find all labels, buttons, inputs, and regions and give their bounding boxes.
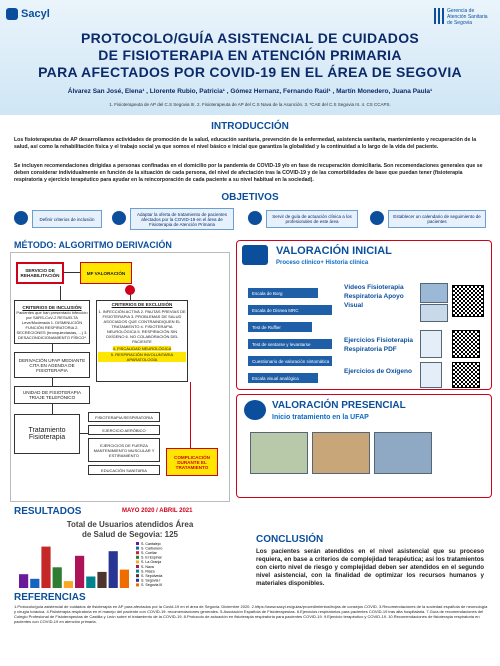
bar-C3 — [41, 547, 50, 588]
btn-test-sentarse[interactable]: Test de sentarse y levantarse — [248, 339, 332, 349]
qr-code-pdf[interactable] — [452, 330, 480, 358]
objective-2-icon — [112, 211, 126, 225]
mf-valoracion-box: MF VALORACIÓN — [80, 262, 132, 284]
legend-swatch — [136, 560, 139, 563]
oxigeno-thumb — [420, 362, 442, 388]
sacyl-logo-text: Sacyl — [21, 8, 50, 20]
video-thumb-2 — [420, 304, 448, 322]
legend-label: S. Segovia I — [141, 578, 161, 583]
arrow-to-derivacion — [52, 344, 53, 352]
bar-C5 — [64, 581, 73, 588]
resultados-heading: RESULTADOS — [14, 506, 82, 517]
objective-3: Servir de guía de actuación clínica a los profesionales de este área — [266, 210, 358, 228]
exclusion-highlight-1: 4. FISCALIDAD NEUROLÓGICA — [112, 346, 172, 351]
exclusion-box — [96, 300, 188, 382]
btn-escala-borg[interactable]: Escala de Borg — [248, 288, 318, 298]
arrow-to-tratamiento — [52, 404, 53, 414]
sacyl-logo — [6, 8, 50, 20]
servicio-rehabilitacion-box: SERVICIO DE REHABILITACIÓN — [16, 262, 64, 284]
photo-ufap-2 — [312, 432, 370, 474]
conclusion-heading: CONCLUSIÓN — [256, 534, 324, 545]
legend-label: S. Carbonero — [141, 546, 163, 551]
arrow-mf-to-servicio — [64, 272, 80, 273]
arrow-complicacion — [190, 382, 191, 448]
arrow-to-items — [80, 433, 88, 434]
legend-label: S. La Granja — [141, 560, 162, 565]
chart-title-2: de Salud de Segovia: 125 — [81, 530, 179, 539]
objetivos-heading: OBJETIVOS — [221, 192, 279, 203]
intro-paragraph-2: Se incluyen recomendaciones dirigidas a personas confinadas en el domicilio por la pandemia de COVID-19 y/o en fase de recuperación domiciliaria. Son recomendaciones generales que se deben considerar individualmente en función de la situación de cada persona, del nivel de afectación tras la COVID-19 y de las comorbilidades de base que puedan tener (fisioterapia respiratoria y ejercicio terapéutico para ayudar en la reincorporación de cada paciente a su nivel habitual en la sociedad). — [14, 163, 483, 183]
bar-C2 — [30, 579, 39, 588]
clipboard-icon — [242, 245, 268, 265]
bar-C7 — [86, 577, 95, 589]
qr-code-videos[interactable] — [452, 285, 484, 317]
photo-ufap-3 — [374, 432, 432, 474]
legend-swatch — [136, 583, 139, 586]
sacyl-logo-mark-icon — [6, 8, 18, 20]
bar-C8 — [97, 572, 106, 588]
treatment-item-3: EJERCICIOS DE FUERZA MANTENIMIENTO MUSCULAR Y ESTIRAMIENTO — [88, 438, 160, 462]
bar-C9 — [109, 551, 118, 588]
bar-chart — [14, 540, 220, 590]
legend-swatch — [136, 574, 139, 577]
bar-C10 — [120, 570, 129, 588]
derivacion-box: DERIVACIÓN UFAP MEDIANTE CITA EN AGENDA DE FISIOTERAPIA — [14, 352, 90, 378]
legend-label: S. Riaza — [141, 569, 155, 574]
photo-ufap-1 — [250, 432, 308, 474]
objective-3-icon — [248, 211, 262, 225]
legend-swatch — [136, 556, 139, 559]
objective-4-icon — [370, 211, 384, 225]
pdf-thumb — [420, 330, 442, 358]
bar-C1 — [19, 574, 28, 588]
arrow-to-unidad — [52, 378, 53, 386]
title-line-3: PARA AFECTADOS POR COVID-19 EN EL ÁREA DE SEGOVIA — [38, 64, 462, 80]
intro-heading: INTRODUCCIÓN — [211, 121, 289, 132]
link-ejercicios-oxigeno[interactable]: Ejercicios de Oxígeno — [344, 368, 412, 375]
unidad-box: UNIDAD DE FISIOTERAPIA TRIAJE TELEFÓNICO — [14, 386, 90, 404]
btn-escala-visual[interactable]: Escala visual analógica — [248, 373, 318, 383]
legend-label: S. Sepúlveda — [141, 574, 163, 578]
gerencia-logo-bars-icon — [434, 8, 444, 24]
complicacion-box: COMPLICACIÓN DURANTE EL TRATAMIENTO — [166, 448, 218, 476]
btn-escala-disnea[interactable]: Escala de Disnea MRC — [248, 305, 332, 315]
bar-C4 — [53, 567, 62, 588]
legend-swatch — [136, 551, 139, 554]
valoracion-subheading: Proceso clínico+ Historia clínica — [276, 260, 369, 266]
gerencia-logo — [434, 8, 492, 26]
referencias-heading: REFERENCIAS — [14, 592, 86, 603]
legend-swatch — [136, 579, 139, 582]
affiliations: 1. Fisioterapeuta de AP del C.S Segovia III. 2. Fisioterapeuta de AP del C.S Nava de la Asunción. 3. *CAE del C.S Segovia III. 4. CS CCAPS. — [109, 102, 391, 107]
inclusion-title: CRITERIOS DE INCLUSIÓN — [22, 304, 82, 310]
btn-test-ruffier[interactable]: Test de Ruffier — [248, 322, 312, 332]
presencial-heading: VALORACIÓN PRESENCIAL — [272, 400, 406, 411]
legend-swatch — [136, 547, 139, 550]
valoracion-heading: VALORACIÓN INICIAL — [276, 245, 392, 257]
qr-code-oxigeno[interactable] — [452, 362, 480, 388]
legend-label: S. El Espinar — [141, 555, 162, 560]
referencias-text: 1.Protocolo/guía asistencial de cuidados de fisioterapia en AP para afectados por la Covid-19 en el área de Segovia. Diciembre 2020. 2.https://www.sacyl.es/guias/procedimientos/hojas de consejos COVID. 3.Recomendaciones de la sociedad española de neumología y cirugía torácica. 4.Fisioterapia respiratoria en el manejo del paciente con COVID-19: recomendaciones generales. 5.Asociación Española de Fisioterapeutas. 6.Ejercicios respiratorios para pacientes COVID-19 tras alta hospitalaria. 7.Guía de recomendaciones del Colegio Profesional de Fisioterapeutas de Castilla y León sobre el tratamiento de la COVID-19. 8.Protocolo de actuación en fisioterapia respiratoria para pacientes COVID-19. 9.Ejercicio terapéutico y COVID-19. 10.Recomendaciones de fisioterapia respiratoria en pacientes con COVID-19 en atención primaria. — [14, 604, 488, 624]
exclusion-title: CRITERIOS DE EXCLUSIÓN — [111, 302, 173, 307]
legend-label: S. Cuéllar — [141, 551, 157, 555]
title-line-1: PROTOCOLO/GUÍA ASISTENCIAL DE CUIDADOS — [80, 30, 420, 46]
exclusion-text: 1. INFECCIÓN ACTIVA 2. PAUTAS PREVIAS DE FISIOTERAPIA 3. PROBLEMAS DE SALUD ASOCIADOS QUE CONTRAINDIQUEN EL TRATAMIENTO 4. FISIOTERAPIA NEUROLÓGICA 5. RESPIRACIÓN SIN OXÍGENO 6. NO COLABORACIÓN DEL PACIENTE — [98, 309, 186, 344]
legend-label: S. Cantalejo — [141, 541, 161, 546]
legend-label: S. Nava — [141, 564, 154, 569]
treatment-item-4: EDUCACIÓN SANITARIA — [88, 465, 160, 475]
arrow-to-inclusion — [60, 286, 61, 300]
btn-cuestionario[interactable]: Cuestionario de valoración sintomática — [248, 356, 332, 366]
tratamiento-box: Tratamiento Fisioterapia — [14, 414, 80, 454]
bar-C6 — [75, 556, 84, 588]
objective-1-icon — [14, 211, 28, 225]
objective-2: Adaptar la oferta de tratamiento de pacientes afectados por la COVID-19 en el área de Fisioterapia de Atención Primaria — [130, 208, 234, 230]
gerencia-logo-text: Gerencia de Atención Sanitaria de Segovia — [447, 8, 488, 26]
inclusion-text: Pacientes que han presentado infección por SARS-CoV-2 RESUELTA Leve/Moderada 1. DISMINUCIÓN FUNCIÓN RESPIRATORIA 2. SECRECIONES (bronquiectasias, ...) 3. DESACONDICIONAMIENTO FÍSICO* — [16, 309, 88, 340]
objective-4: Establecer un calendario de seguimiento de pacientes — [388, 210, 486, 228]
inclusion-box — [14, 300, 90, 344]
stethoscope-icon — [244, 400, 266, 420]
legend-label: S. Segovia III — [141, 583, 163, 588]
objective-1: Definir criterios de inclusión — [32, 210, 102, 228]
stop-icon — [125, 285, 135, 295]
resultados-period: MAYO 2020 / ABRIL 2021 — [122, 508, 193, 514]
intro-paragraph-1: Los fisioterapeutas de AP desarrollamos actividades de promoción de la salud, educación sanitaria, prevención de la enfermedad, asistencia sanitaria, mantenimiento y recuperación de la salud, así como la rehabilitación física y el trabajo social ya que somos el nivel básico e inicial que garantiza la globalidad y la continuidad a lo largo de la vida del paciente. — [14, 137, 477, 150]
authors: Álvarez San José, Elena¹ , Llorente Rubio, Patricia¹ , Gómez Hernanz, Fernando Raúl¹ , Martín Monedero, Juana Paula¹ — [67, 88, 433, 95]
link-videos[interactable]: Vídeos Fisioterapia Respiratoria Apoyo Visual — [344, 284, 404, 310]
metodo-heading: MÉTODO: ALGORITMO DERIVACIÓN — [14, 240, 172, 250]
legend-swatch — [136, 542, 139, 545]
exclusion-highlight-2: 5. RESPIRACIÓN INVOLUNTARIA APARATOLOGÍA — [98, 352, 186, 362]
legend-swatch — [136, 570, 139, 573]
link-ejercicios-pdf[interactable]: Ejercicios Fisioterapia Respiratoria PDF — [344, 337, 414, 354]
treatment-item-2: EJERCICIO AERÓBICO — [88, 425, 160, 435]
treatment-item-1: FISIOTERAPIA RESPIRATORIA — [88, 412, 160, 422]
conclusion-text: Los pacientes serán atendidos en el nivel asistencial que su proceso requiera, en base a criterios de complejidad terapéutica; así los tratamientos con cierto nivel de riesgo y complejidad deben ser atendidos en el segundo nivel asistencial, con la finalidad de optimizar los recursos humanos y materiales disponibles. — [256, 548, 484, 588]
chart-title-1: Total de Usuarios atendidos Área — [66, 520, 194, 529]
title-line-2: DE FISIOTERAPIA EN ATENCIÓN PRIMARIA — [98, 47, 402, 63]
legend-swatch — [136, 565, 139, 568]
video-thumb-1 — [420, 283, 448, 303]
presencial-subheading: Inicio tratamiento en la UFAP — [272, 414, 369, 421]
objetivos-row — [8, 206, 492, 232]
